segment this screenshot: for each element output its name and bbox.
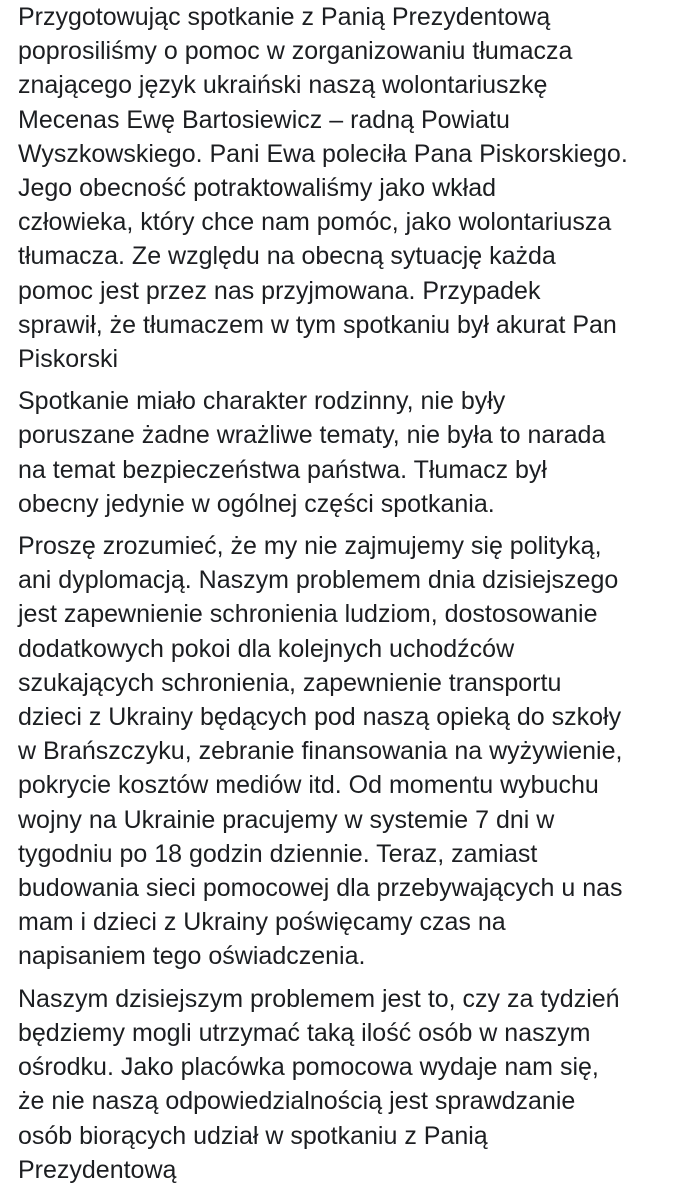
- text-line: wojny na Ukrainie pracujemy w systemie 7 dni w: [18, 805, 555, 834]
- text-line: mam i dzieci z Ukrainy poświęcamy czas na: [18, 908, 506, 937]
- text-line: dodatkowych pokoi dla kolejnych uchodźców: [18, 634, 515, 663]
- text-line: że nie naszą odpowiedzialnością jest sprawdzanie: [18, 1087, 576, 1116]
- text-line: tłumacza. Ze względu na obecną sytuację każda: [18, 242, 556, 271]
- text-line: tygodniu po 18 godzin dziennie. Teraz, zamiast: [18, 839, 538, 868]
- text-line: znającego język ukraiński naszą wolontariuszkę: [18, 71, 548, 100]
- text-line: Przygotowując spotkanie z Panią Prezydentową: [18, 3, 551, 31]
- text-line: Mecenas Ewę Bartosiewicz – radną Powiatu: [18, 105, 510, 134]
- text-line: szukających schronienia, zapewnienie transportu: [18, 668, 562, 697]
- text-line: sprawił, że tłumaczem w tym spotkaniu był akurat Pan: [18, 310, 617, 339]
- paragraph-spacer: [18, 376, 688, 384]
- text-line: Prezydentową: [18, 1155, 177, 1184]
- paragraph-our-work: [18, 529, 688, 974]
- screen-bottom-edge: [0, 1195, 688, 1200]
- text-line: jest zapewnienie schronienia ludziom, dostosowanie: [18, 600, 598, 629]
- text-line: Proszę zrozumieć, że my nie zajmujemy się polityką,: [18, 532, 602, 561]
- text-line: Spotkanie miało charakter rodzinny, nie były: [18, 387, 506, 416]
- text-line: ani dyplomacją. Naszym problemem dnia dzisiejszego: [18, 566, 619, 595]
- text-line: Jego obecność potraktowaliśmy jako wkład: [18, 174, 497, 203]
- paragraph-spacer: [18, 974, 688, 982]
- paragraph-meeting-character: [18, 384, 688, 521]
- paragraph-preparing-meeting: [18, 0, 688, 376]
- text-line: poruszane żadne wrażliwe tematy, nie była to narada: [18, 421, 606, 450]
- text-line: poprosiliśmy o pomoc w zorganizowaniu tłumacza: [18, 37, 573, 66]
- text-line: osób biorących udział w spotkaniu z Panią: [18, 1121, 488, 1150]
- paragraph-spacer: [18, 521, 688, 529]
- text-line: w Brańszczyku, zebranie finansowania na wyżywienie,: [18, 737, 623, 766]
- text-line: człowieka, który chce nam pomóc, jako wolontariusza: [18, 208, 612, 237]
- text-line: Piskorski: [18, 345, 119, 374]
- text-line: dzieci z Ukrainy będących pod naszą opieką do szkoły: [18, 703, 622, 732]
- post-text: [18, 0, 688, 1192]
- text-line: pomoc jest przez nas przyjmowana. Przypadek: [18, 276, 541, 305]
- text-line: Wyszkowskiego. Pani Ewa poleciła Pana Piskorskiego.: [18, 139, 628, 168]
- paragraph-todays-problem: [18, 982, 688, 1192]
- text-line: na temat bezpieczeństwa państwa. Tłumacz był: [18, 455, 547, 484]
- text-line: ośrodku. Jako placówka pomocowa wydaje nam się,: [18, 1053, 599, 1082]
- text-line: będziemy mogli utrzymać taką ilość osób w naszym: [18, 1018, 591, 1047]
- text-line: napisaniem tego oświadczenia.: [18, 942, 366, 971]
- text-line: obecny jedynie w ogólnej części spotkania.: [18, 489, 495, 518]
- text-line: Naszym dzisiejszym problemem jest to, czy za tydzień: [18, 984, 620, 1013]
- text-line: pokrycie kosztów mediów itd. Od momentu wybuchu: [18, 771, 599, 800]
- text-line: budowania sieci pomocowej dla przebywających u nas: [18, 874, 623, 903]
